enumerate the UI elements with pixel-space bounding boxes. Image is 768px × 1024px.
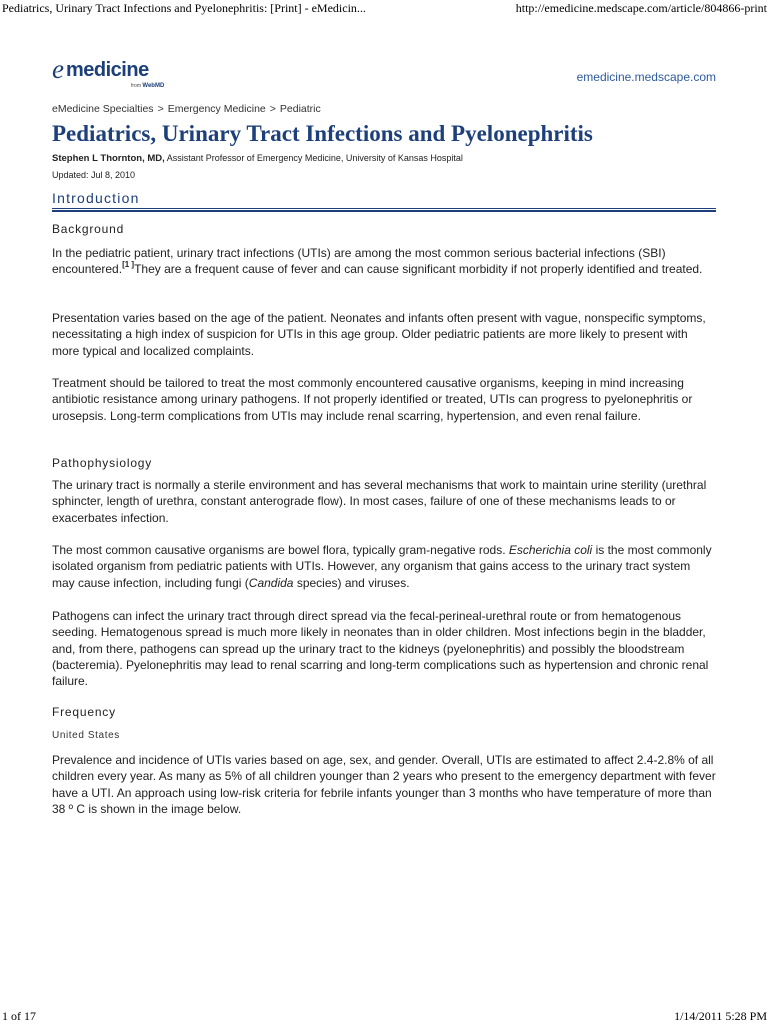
heading-united-states: United States xyxy=(52,730,120,741)
author-role: Assistant Professor of Emergency Medicine, University of Kansas Hospital xyxy=(166,153,463,163)
breadcrumb-item-emergency-medicine[interactable]: Emergency Medicine xyxy=(167,103,266,115)
breadcrumb-item-specialties[interactable]: eMedicine Specialties xyxy=(52,103,154,115)
author-line xyxy=(52,153,463,164)
logo-word: medicine xyxy=(66,59,149,81)
breadcrumb xyxy=(52,103,321,115)
paragraph-pathophysiology-2: The most common causative organisms are bowel flora, typically gram-negative rods. Escherichia coli is the most commonly isolated organism from pediatric patients with UTIs. However, any organism that gains access to the urinary tract system may cause infection, including fungi (Candida species) and viruses. xyxy=(52,543,712,590)
breadcrumb-separator: > xyxy=(157,103,164,115)
heading-background: Background xyxy=(52,222,125,236)
print-header xyxy=(0,0,768,16)
emedicine-logo[interactable] xyxy=(52,56,172,92)
section-title-introduction: Introduction xyxy=(52,190,140,206)
breadcrumb-item-pediatric[interactable]: Pediatric xyxy=(279,103,321,115)
logo-e: e xyxy=(52,54,64,84)
author-name[interactable]: Stephen L Thornton, MD, xyxy=(52,153,165,164)
site-link[interactable]: emedicine.medscape.com xyxy=(576,70,716,84)
page-title: Pediatrics, Urinary Tract Infections and Pyelonephritis xyxy=(52,121,593,146)
breadcrumb-separator: > xyxy=(269,103,276,115)
print-timestamp: 1/14/2011 5:28 PM xyxy=(674,1009,767,1023)
paragraph-pathophysiology-1: The urinary tract is normally a sterile environment and has several mechanisms that work to maintain urine sterility (urethral sphincter, length of urethra, constant anterograde flow). In most cases, failure of one of these mechanisms leads to or exacerbates infection. xyxy=(52,478,707,525)
paragraph-background-2: Presentation varies based on the age of the patient. Neonates and infants often present with vague, nonspecific symptoms, necessitating a high index of suspicion for UTIs in this age group. Older pediatric patients are more likely to present with more typical and localized complaints. xyxy=(52,311,706,358)
heading-frequency: Frequency xyxy=(52,705,116,719)
print-header-url: http://emedicine.medscape.com/article/804866-print xyxy=(515,1,767,15)
paragraph-background-3: Treatment should be tailored to treat the most commonly encountered causative organisms, keeping in mind increasing antibiotic resistance among urinary pathogens. If not properly identified or treated, UTIs can progress to pyelonephritis or urosepsis. Long-term complications from UTIs may include renal scarring, hypertension, and even renal failure. xyxy=(52,376,693,423)
paragraph-background-1: In the pediatric patient, urinary tract infections (UTIs) are among the most common serious bacterial infections (SBI) encountered.[1 ]They are a frequent cause of fever and can cause significant morbidity if not properly identified and treated. xyxy=(52,246,703,277)
reference-link[interactable]: [1 ] xyxy=(122,260,135,270)
print-header-title: Pediatrics, Urinary Tract Infections and Pyelonephritis: [Print] - eMedicin... xyxy=(2,1,366,15)
print-footer xyxy=(0,1008,768,1024)
updated-date: Updated: Jul 8, 2010 xyxy=(52,170,136,180)
section-divider xyxy=(52,208,716,212)
logo-subtitle: from WebMD xyxy=(131,83,165,89)
heading-pathophysiology: Pathophysiology xyxy=(52,456,153,470)
page-number: 1 of 17 xyxy=(2,1009,36,1023)
paragraph-frequency-1: Prevalence and incidence of UTIs varies based on age, sex, and gender. Overall, UTIs are estimated to affect 2.4-2.8% of all children every year. As many as 5% of all children younger than 2 years who present to the emergency department with fever have a UTI. An approach using low-risk criteria for febrile infants younger than 3 months who have temperature of more than 38 º C is shown in the image below. xyxy=(52,753,716,816)
paragraph-pathophysiology-3: Pathogens can infect the urinary tract through direct spread via the fecal-perineal-urethral route or from hematogenous seeding. Hematogenous spread is much more likely in neonates than in older children. Most infections begin in the bladder, and, from there, pathogens can spread up the urinary tract to the kidneys (pyelonephritis) and possibly the bloodstream (bacteremia). Pyelonephritis may lead to renal scarring and long-term complications such as hypertension and chronic renal failure. xyxy=(52,609,709,689)
